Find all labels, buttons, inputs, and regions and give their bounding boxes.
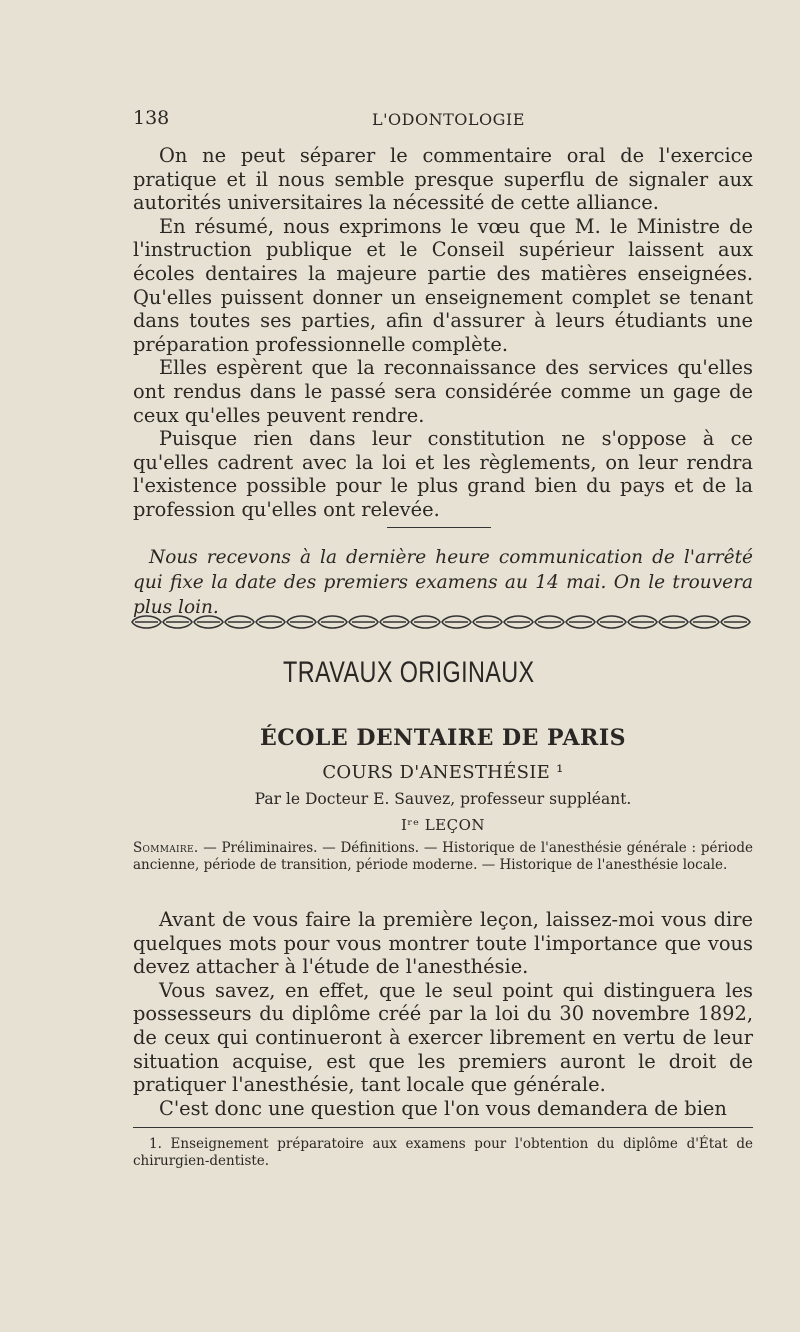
page-number: 138 — [133, 107, 170, 129]
school-heading: ÉCOLE DENTAIRE DE PARIS — [259, 725, 626, 751]
separator-rule — [387, 527, 491, 528]
paragraph: On ne peut séparer le commentaire oral de l'exercice pratique et il nous semble presque superflu de signaler aux autorités universitaires la nécessité de cette alliance. — [133, 144, 753, 215]
paragraph: Avant de vous faire la première leçon, laissez-moi vous dire quelques mots pour vous montrer toute l'importance que vous devez attacher à l'étude de l'anesthésie. — [133, 908, 753, 979]
paragraph: Vous savez, en effet, que le seul point qui distinguera les possesseurs du diplôme créé par la loi du 30 novembre 1892, de ceux qui continueront à exercer librement en vertu de leur situation acquise, est que les premiers auront le droit de pratiquer l'anesthésie, tant locale que générale. — [133, 978, 753, 1097]
paragraph: C'est donc une question que l'on vous demandera de bien — [159, 1096, 727, 1120]
running-head: L'ODONTOLOGIE — [372, 110, 525, 129]
top-text-block — [133, 144, 753, 522]
ornamental-border — [131, 612, 751, 632]
lesson-heading: Iʳᵉ LEÇON — [400, 816, 486, 834]
section-title: TRAVAUX ORIGINAUX — [283, 656, 535, 689]
paragraph: Puisque rien dans leur constitution ne s'oppose à ce qu'elles cadrent avec la loi et les règlements, on leur rendra l'existence possible pour le plus grand bien du pays et de la profession qu'elles ont relevée. — [133, 427, 753, 521]
summary — [133, 840, 753, 874]
paragraph: En résumé, nous exprimons le vœu que M. le Ministre de l'instruction publique et le Conseil supérieur laissent aux écoles dentaires la majeure partie des matières enseignées. Qu'elles puissent donner un enseignement complet se tenant dans toutes ses parties, afin d'assurer à leurs étudiants une préparation professionnelle complète. — [133, 214, 753, 356]
course-heading: COURS D'ANESTHÉSIE ¹ — [322, 762, 564, 783]
summary-text: — Préliminaires. — Définitions. — Historique de l'anesthésie générale : période ancienne, période de transition, période moderne. — Historique de l'anesthésie locale. — [133, 840, 753, 873]
footnote-rule — [133, 1127, 753, 1128]
footnote: 1. Enseignement préparatoire aux examens pour l'obtention du diplôme d'État de chirurgien-dentiste. — [133, 1136, 753, 1169]
note-text: Nous recevons à la dernière heure communication de l'arrêté qui fixe la date des premiers examens au 14 mai. On le trouvera plus loin. — [133, 547, 753, 618]
editorial-note — [133, 545, 753, 620]
paragraph: Elles espèrent que la reconnaissance des services qu'elles ont rendus dans le passé sera considérée comme un gage de ceux qu'elles peuvent rendre. — [133, 356, 753, 427]
author-line: Par le Docteur E. Sauvez, professeur suppléant. — [254, 790, 632, 808]
summary-label: Sommaire. — [133, 840, 199, 856]
article-body — [133, 908, 753, 1120]
